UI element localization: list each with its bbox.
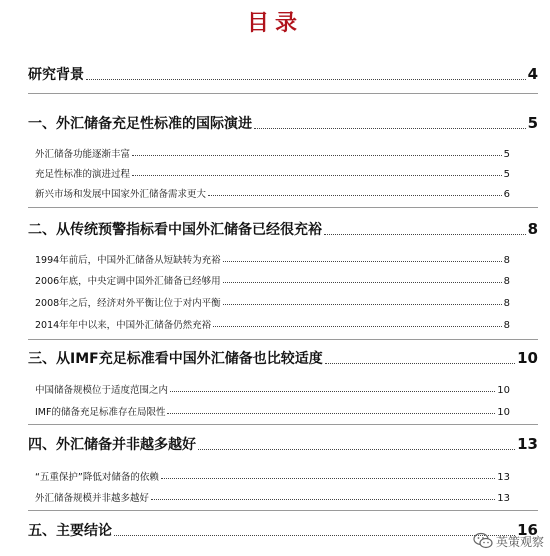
wechat-icon bbox=[473, 532, 493, 550]
toc-subentry[interactable] bbox=[35, 295, 510, 309]
toc-entry-page: 5 bbox=[527, 114, 538, 132]
toc-subentry[interactable] bbox=[35, 186, 510, 200]
dot-leader bbox=[132, 155, 502, 156]
toc-entry-label: 五、主要结论 bbox=[28, 523, 112, 539]
dot-leader bbox=[223, 282, 502, 283]
section-divider bbox=[28, 93, 538, 94]
toc-entry-page: 10 bbox=[517, 349, 538, 367]
toc-entry-page: 13 bbox=[517, 435, 538, 453]
toc-subentry-label: 2014年年中以来，中国外汇储备仍然充裕 bbox=[35, 320, 212, 331]
dot-leader bbox=[325, 363, 515, 364]
dot-leader bbox=[254, 128, 526, 129]
toc-subentry-page: 8 bbox=[503, 320, 510, 331]
toc-subentry-label: 1994年前后，中国外汇储备从短缺转为充裕 bbox=[35, 255, 221, 266]
watermark-text: 英策观察 bbox=[495, 534, 544, 549]
toc-subentry-page: 5 bbox=[503, 149, 510, 160]
toc-subentry-page: 6 bbox=[503, 189, 510, 200]
toc-entry[interactable] bbox=[28, 64, 538, 84]
dot-leader bbox=[114, 535, 515, 536]
toc-entry[interactable] bbox=[28, 348, 538, 368]
toc-subentry-page: 5 bbox=[503, 169, 510, 180]
toc-subentry[interactable] bbox=[35, 490, 510, 504]
dot-leader bbox=[223, 261, 502, 262]
toc-entry-label: 四、外汇储备并非越多越好 bbox=[28, 437, 196, 453]
toc-entry[interactable] bbox=[28, 520, 538, 540]
section-divider bbox=[28, 510, 538, 511]
toc-subentry[interactable] bbox=[35, 317, 510, 331]
toc-subentry-page: 10 bbox=[497, 407, 510, 418]
toc-entry-label: 研究背景 bbox=[28, 67, 84, 83]
toc-subentry-label: IMF的储备充足标准存在局限性 bbox=[35, 407, 166, 418]
toc-subentry-label: 外汇储备功能逐渐丰富 bbox=[35, 149, 131, 160]
toc-subentry-label: 2006年底，中央定调中国外汇储备已经够用 bbox=[35, 276, 221, 287]
toc-subentry-label: “五重保护”降低对储备的依赖 bbox=[35, 472, 159, 483]
section-divider bbox=[28, 207, 538, 208]
toc-entry[interactable] bbox=[28, 113, 538, 133]
toc-subentry-page: 8 bbox=[503, 255, 510, 266]
toc-subentry-page: 13 bbox=[497, 472, 510, 483]
toc-entry-label: 一、外汇储备充足性标准的国际演进 bbox=[28, 116, 252, 132]
toc-subentry-label: 充足性标准的演进过程 bbox=[35, 169, 131, 180]
toc-subentry-label: 2008年之后，经济对外平衡让位于对内平衡 bbox=[35, 298, 221, 309]
toc-subentry-label: 中国储备规模位于适度范围之内 bbox=[35, 385, 169, 396]
dot-leader bbox=[213, 326, 501, 327]
watermark bbox=[473, 532, 544, 550]
toc-entry-page: 16 bbox=[517, 521, 538, 539]
toc-subentry[interactable] bbox=[35, 404, 510, 418]
toc-entry-label: 三、从IMF充足标准看中国外汇储备也比较适度 bbox=[28, 351, 323, 367]
section-divider bbox=[28, 424, 538, 425]
toc-subentry[interactable] bbox=[35, 469, 510, 483]
toc-entry-page: 4 bbox=[527, 65, 538, 83]
toc-entry[interactable] bbox=[28, 219, 538, 239]
dot-leader bbox=[161, 478, 495, 479]
dot-leader bbox=[198, 449, 515, 450]
toc-subentry-label: 新兴市场和发展中国家外汇储备需求更大 bbox=[35, 189, 207, 200]
toc-subentry[interactable] bbox=[35, 273, 510, 287]
toc-entry[interactable] bbox=[28, 434, 538, 454]
toc-subentry-page: 13 bbox=[497, 493, 510, 504]
toc-subentry[interactable] bbox=[35, 146, 510, 160]
toc-subentry-page: 8 bbox=[503, 276, 510, 287]
toc-subentry[interactable] bbox=[35, 382, 510, 396]
page-title: 目录 bbox=[246, 11, 303, 36]
dot-leader bbox=[167, 413, 495, 414]
dot-leader bbox=[151, 499, 495, 500]
dot-leader bbox=[86, 79, 526, 80]
toc-subentry-page: 8 bbox=[503, 298, 510, 309]
toc-subentry-label: 外汇储备规模并非越多越好 bbox=[35, 493, 150, 504]
toc-entry-page: 8 bbox=[527, 220, 538, 238]
dot-leader bbox=[208, 195, 502, 196]
dot-leader bbox=[170, 391, 495, 392]
toc-subentry-page: 10 bbox=[497, 385, 510, 396]
toc-subentry[interactable] bbox=[35, 166, 510, 180]
dot-leader bbox=[324, 234, 526, 235]
section-divider bbox=[28, 339, 538, 340]
dot-leader bbox=[132, 175, 502, 176]
toc-subentry[interactable] bbox=[35, 252, 510, 266]
toc-entry-label: 二、从传统预警指标看中国外汇储备已经很充裕 bbox=[28, 222, 322, 238]
dot-leader bbox=[223, 304, 502, 305]
